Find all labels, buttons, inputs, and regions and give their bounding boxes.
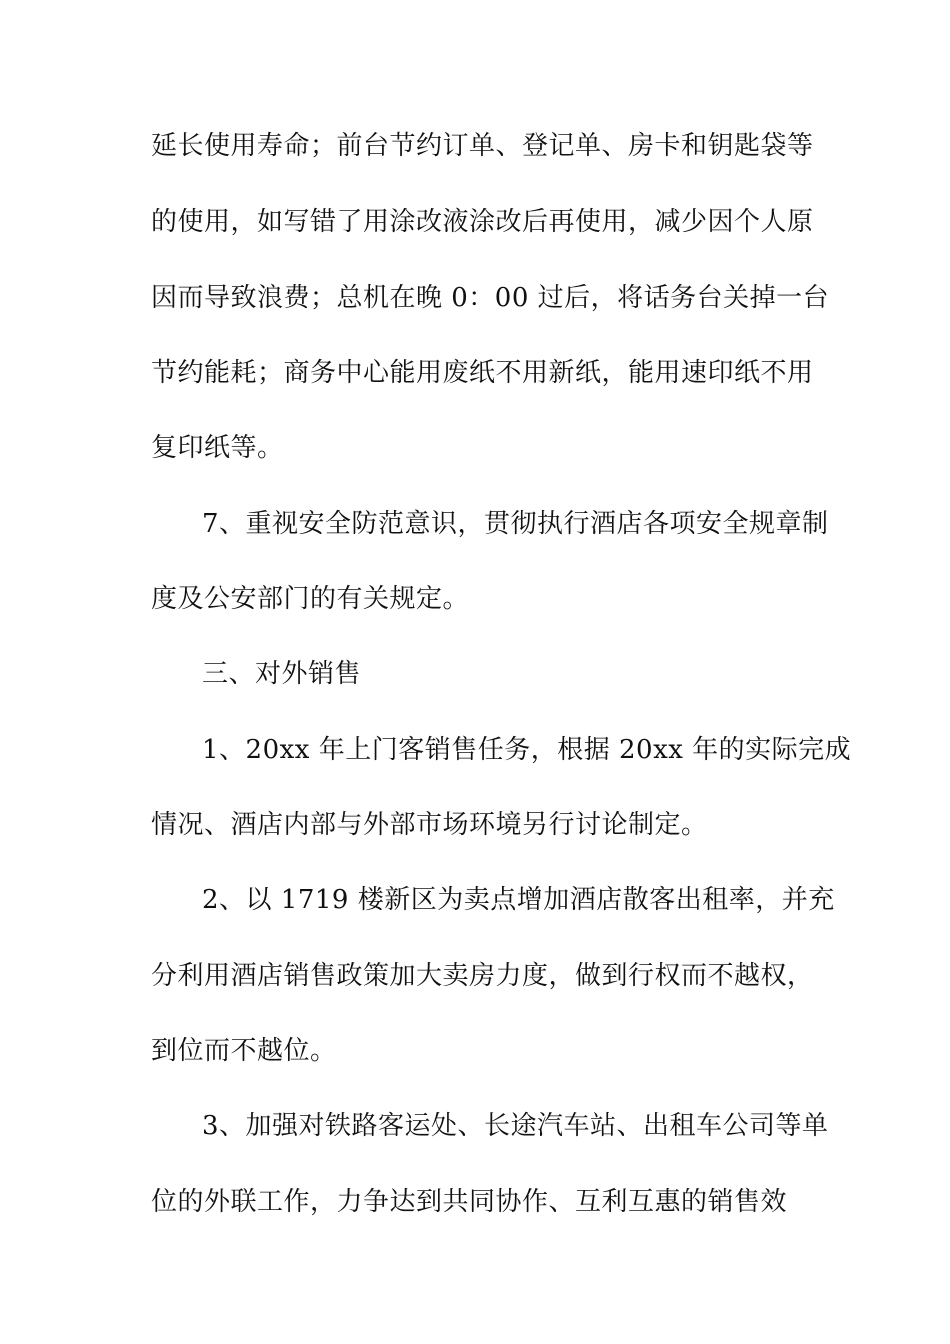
paragraph-line: 2、以 1719 楼新区为卖点增加酒店散客出租率，并充 [202, 885, 835, 915]
section-heading: 三、对外销售 [202, 659, 362, 689]
paragraph-line: 7、重视安全防范意识，贯彻执行酒店各项安全规章制 [202, 509, 829, 539]
paragraph-line: 到位而不越位。 [151, 1036, 337, 1066]
paragraph-line: 节约能耗；商务中心能用废纸不用新纸，能用速印纸不用 [151, 358, 814, 388]
paragraph-line: 度及公安部门的有关规定。 [151, 584, 470, 614]
paragraph-line: 3、加强对铁路客运处、长途汽车站、出租车公司等单 [202, 1111, 829, 1141]
paragraph-line: 延长使用寿命；前台节约订单、登记单、房卡和钥匙袋等 [151, 131, 814, 161]
paragraph-line: 因而导致浪费；总机在晚 0：00 过后，将话务台关掉一台 [151, 283, 830, 313]
paragraph-line: 1、20xx 年上门客销售任务，根据 20xx 年的实际完成 [202, 735, 852, 765]
paragraph-line: 情况、酒店内部与外部市场环境另行讨论制定。 [151, 810, 708, 840]
paragraph-line: 的使用，如写错了用涂改液涂改后再使用，减少因个人原 [151, 207, 814, 237]
paragraph-line: 复印纸等。 [151, 433, 284, 463]
paragraph-line: 位的外联工作，力争达到共同协作、互利互惠的销售效 [151, 1187, 788, 1217]
paragraph-line: 分利用酒店销售政策加大卖房力度，做到行权而不越权， [151, 961, 814, 991]
